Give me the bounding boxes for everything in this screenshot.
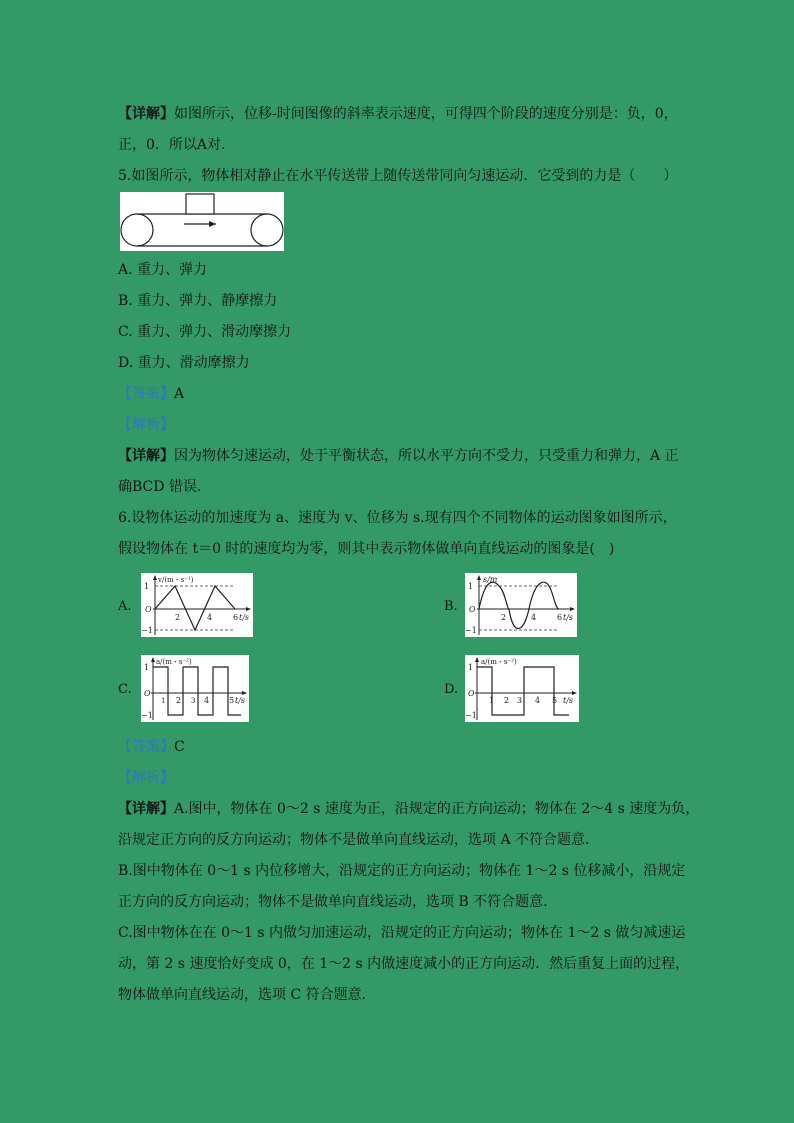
graph-c-tick: O bbox=[144, 689, 151, 698]
q6-detail-line-1: 【详解】A.图中，物体在 0～2 s 速度为正，沿规定的正方向运动；物体在 2～4 s 速度为负， bbox=[118, 801, 700, 817]
graph-c-ylabel: a/(m・s⁻²) bbox=[156, 658, 192, 666]
graph-c-tick: 5 bbox=[229, 696, 235, 705]
q5-option-c: C. 重力、弹力、滑动摩擦力 bbox=[118, 324, 292, 340]
q6-answer: 【答案】C bbox=[118, 739, 185, 755]
graph-c-tick: 1 bbox=[144, 663, 150, 672]
graph-a-ylabel: v/(m・s⁻¹) bbox=[158, 576, 194, 584]
graph-b-label: B. bbox=[444, 599, 458, 614]
q5-analysis-tag: 【解析】 bbox=[118, 417, 174, 433]
graph-c-tick: 1 bbox=[161, 697, 166, 705]
graph-c-tick: 3 bbox=[191, 697, 196, 705]
q5-option-b: B. 重力、弹力、静摩擦力 bbox=[118, 293, 278, 309]
answer-tag: 【答案】 bbox=[118, 386, 174, 402]
graph-b-tick: O bbox=[469, 605, 476, 614]
q5-option-d: D. 重力、滑动摩擦力 bbox=[118, 355, 250, 371]
detail-tag: 【详解】 bbox=[118, 106, 174, 122]
graph-b-tick: −1 bbox=[465, 626, 477, 635]
graph-d-tick: 2 bbox=[504, 696, 510, 705]
graph-a-tick: 1 bbox=[144, 582, 150, 591]
graph-b-displacement-sine bbox=[465, 573, 577, 637]
q5-detail-line-2: 确BCD 错误． bbox=[118, 479, 211, 495]
conveyor-belt-figure bbox=[120, 192, 284, 251]
graph-a-tick: 2 bbox=[175, 613, 181, 622]
explanation-line-1: 【详解】如图所示，位移-时间图像的斜率表示速度，可得四个阶段的速度分别是：负，0， bbox=[118, 106, 678, 122]
graph-d-acceleration-step bbox=[465, 655, 579, 722]
question-6-stem-line-2: 假设物体在 t＝0 时的速度均为零，则其中表示物体做单向直线运动的图象是( ) bbox=[118, 541, 615, 557]
graph-d-xlabel: t/s bbox=[563, 696, 574, 705]
graph-c-tick: 4 bbox=[204, 696, 210, 705]
graph-d-tick: O bbox=[468, 689, 475, 698]
q6-analysis-tag: 【解析】 bbox=[118, 770, 174, 786]
graph-d-tick: −1 bbox=[465, 711, 477, 720]
q6-detail-line-5: C.图中物体在在 0～1 s 内做匀加速运动，沿规定的正方向运动；物体在 1～2 s 做匀减速运 bbox=[118, 925, 686, 941]
graph-a-tick: O bbox=[145, 605, 152, 614]
graph-a-velocity-triangle bbox=[141, 573, 253, 637]
graph-d-tick: 4 bbox=[535, 696, 541, 705]
answer-tag: 【答案】 bbox=[118, 739, 174, 755]
question-6-stem-line-1: 6.设物体运动的加速度为 a、速度为 v、位移为 s.现有四个不同物体的运动图象如图所示， bbox=[118, 510, 677, 526]
graph-b-tick: 6 bbox=[557, 613, 563, 622]
graph-a-xlabel: t/s bbox=[239, 613, 250, 622]
q6-detail-line-4: 正方向的反方向运动；物体不是做单向直线运动，选项 B 不符合题意． bbox=[118, 894, 558, 910]
graph-b-tick: 1 bbox=[468, 582, 474, 591]
graph-a-tick: −1 bbox=[141, 626, 153, 635]
graph-c-tick: −1 bbox=[141, 711, 153, 720]
q6-detail-line-6: 动，第 2 s 速度恰好变成 0，在 1～2 s 内做速度减小的正方向运动．然后重复上面的过程， bbox=[118, 956, 690, 972]
question-5-stem: 5.如图所示，物体相对静止在水平传送带上随传送带同向匀速运动．它受到的力是（ ） bbox=[118, 168, 678, 184]
graph-b-ylabel: s/m bbox=[483, 575, 498, 584]
graph-c-label: C. bbox=[118, 682, 132, 697]
graph-d-ylabel: a/(m・s⁻²) bbox=[481, 658, 517, 666]
q5-answer: 【答案】A bbox=[118, 386, 185, 402]
graph-b-tick: 4 bbox=[531, 613, 537, 622]
q6-detail-line-3: B.图中物体在 0～1 s 内位移增大，沿规定的正方向运动；物体在 1～2 s 位移减小，沿规定 bbox=[118, 863, 686, 879]
graph-d-label: D. bbox=[444, 682, 459, 697]
graph-a-tick: 6 bbox=[233, 613, 239, 622]
graph-a-label: A. bbox=[118, 599, 132, 614]
graph-c-acceleration-square bbox=[141, 655, 249, 722]
graph-c-tick: 2 bbox=[176, 696, 182, 705]
q6-detail-line-2: 沿规定正方向的反方向运动；物体不是做单向直线运动，选项 A 不符合题意． bbox=[118, 832, 600, 848]
graph-d-tick: 5 bbox=[552, 696, 558, 705]
q5-detail-line-1: 【详解】因为物体匀速运动，处于平衡状态，所以水平方向不受力，只受重力和弹力，A 正 bbox=[118, 448, 679, 464]
graph-d-tick: 3 bbox=[517, 696, 523, 705]
graph-d-tick: 1 bbox=[489, 696, 495, 705]
q5-option-a: A. 重力、弹力 bbox=[118, 262, 208, 278]
graph-c-xlabel: t/s bbox=[235, 696, 246, 705]
q6-detail-line-7: 物体做单向直线运动，选项 C 符合题意． bbox=[118, 987, 376, 1003]
graph-d-tick: 1 bbox=[468, 663, 474, 672]
graph-b-tick: 2 bbox=[501, 613, 507, 622]
graph-a-tick: 4 bbox=[207, 613, 213, 622]
explanation-line-2: 正，0．所以A对． bbox=[118, 137, 236, 153]
graph-b-xlabel: t/s bbox=[563, 613, 574, 622]
